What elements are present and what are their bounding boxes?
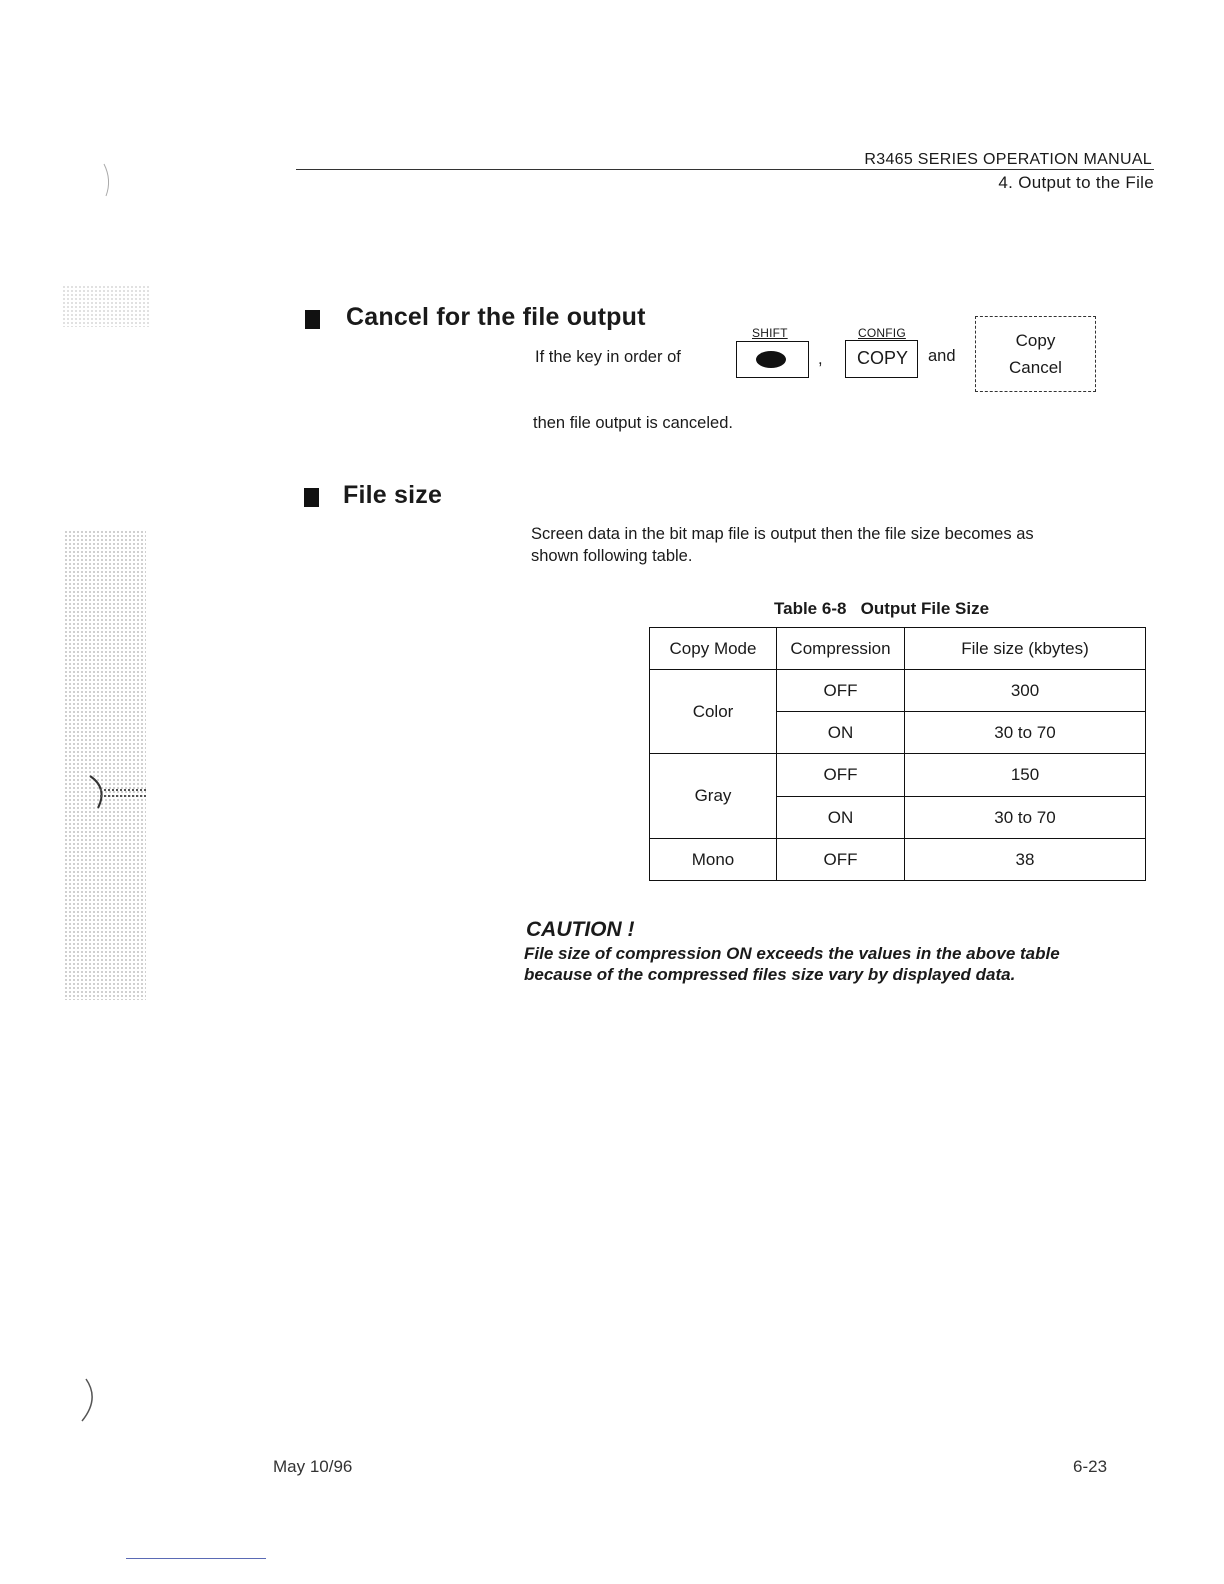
file-size-paragraph-line2: shown following table. — [531, 547, 693, 565]
cell-mode: Color — [650, 670, 777, 754]
manual-title: R3465 SERIES OPERATION MANUAL — [864, 151, 1152, 168]
cell-compression: ON — [777, 797, 905, 839]
scan-artifact-mark — [60, 768, 150, 818]
cell-size: 300 — [905, 670, 1146, 712]
scan-artifact — [62, 285, 150, 327]
cell-compression: OFF — [777, 839, 905, 881]
scan-artifact-mark — [70, 1375, 110, 1425]
copy-cancel-softkey — [975, 316, 1096, 392]
table-row — [650, 839, 1146, 881]
cell-compression: ON — [777, 712, 905, 754]
table-caption: Table 6-8 Output File Size — [774, 599, 990, 618]
scan-artifact-mark — [100, 160, 120, 200]
section-bullet-icon — [305, 310, 320, 329]
caution-line2: because of the compressed files size vary by displayed data. — [524, 965, 1016, 984]
bottom-rule — [126, 1558, 266, 1559]
cell-size: 150 — [905, 754, 1146, 797]
table-row — [650, 670, 1146, 712]
scan-artifact — [64, 530, 146, 1000]
key-separator: , — [818, 350, 823, 368]
file-size-paragraph-line1: Screen data in the bit map file is output then the file size becomes as — [531, 525, 1034, 543]
copy-key — [845, 340, 918, 378]
shift-key-label: SHIFT — [752, 326, 788, 340]
cancel-section-heading: Cancel for the file output — [346, 303, 646, 331]
table-row — [650, 754, 1146, 797]
header-copy-mode: Copy Mode — [650, 628, 777, 670]
cell-compression: OFF — [777, 754, 905, 797]
cancel-result-text: then file output is canceled. — [533, 414, 733, 432]
caution-title: CAUTION ! — [526, 918, 635, 941]
footer-date: May 10/96 — [273, 1457, 353, 1476]
file-size-table — [649, 627, 1146, 881]
file-size-heading: File size — [343, 481, 443, 509]
config-key-label: CONFIG — [858, 326, 906, 340]
and-text: and — [928, 347, 956, 365]
shift-key-icon — [756, 351, 786, 368]
footer-page-number: 6-23 — [1073, 1457, 1108, 1476]
cancel-intro-text: If the key in order of — [535, 348, 681, 366]
cell-compression: OFF — [777, 670, 905, 712]
softkey-label-line2: Cancel — [1009, 358, 1062, 377]
softkey-label-line1: Copy — [1015, 331, 1056, 350]
header-compression: Compression — [777, 628, 905, 670]
cell-size: 30 to 70 — [905, 712, 1146, 754]
cell-size: 38 — [905, 839, 1146, 881]
caution-line1: File size of compression ON exceeds the values in the above table — [524, 944, 1060, 963]
section-bullet-icon — [304, 488, 319, 507]
shift-key — [736, 341, 809, 378]
cell-mode: Mono — [650, 839, 777, 881]
copy-key-label: COPY — [857, 348, 909, 368]
header-rule — [296, 169, 1154, 170]
table-header-row — [650, 628, 1146, 670]
chapter-title: 4. Output to the File — [998, 173, 1154, 192]
header-file-size: File size (kbytes) — [905, 628, 1146, 670]
cell-mode: Gray — [650, 754, 777, 839]
cell-size: 30 to 70 — [905, 797, 1146, 839]
